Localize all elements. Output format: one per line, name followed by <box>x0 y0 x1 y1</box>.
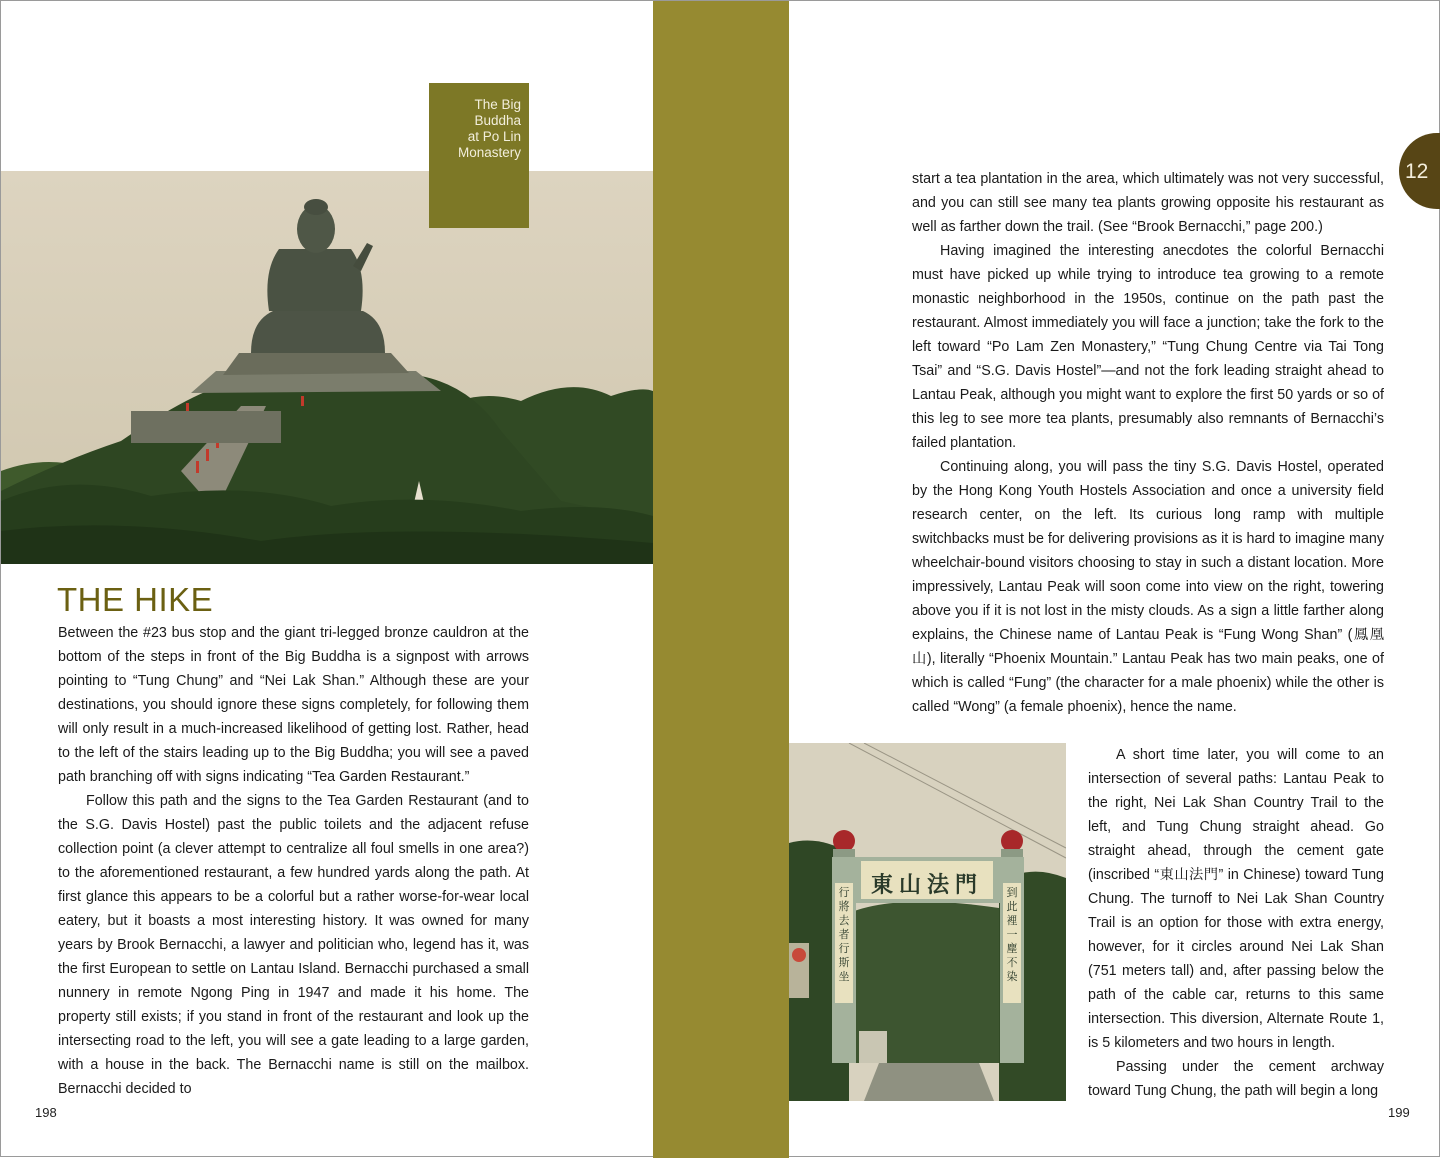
gate-sign-top: 東山法門 <box>870 873 983 898</box>
section-heading: THE HIKE <box>57 581 214 618</box>
paragraph: Between the #23 bus stop and the giant tri-legged bronze cauldron at the bottom of the steps in front of the Big Buddha is a signpost with arrows pointing to “Tung Chung” and “Nei Lak Shan.” Although these are your destinations, you should ignore these signs completely, for following them will only result in a much-increased likelihood of getting lost. Rather, head to the left of the stairs leading up to the Big Buddha; you will see a paved path branching off with signs indicating “Tea Garden Restaurant.” <box>58 625 529 785</box>
gate-sign-right: 到此裡一塵不染 <box>1006 886 1018 983</box>
center-gutter-band <box>653 1 789 1158</box>
caption-line: The Big <box>474 97 521 112</box>
photo-caption <box>429 83 529 228</box>
caption-line: at Po Lin <box>467 129 521 144</box>
page-number-right: 199 <box>1388 1105 1410 1120</box>
right-column-text <box>912 167 1384 719</box>
gate-sign-left: 行將去者行斯坐 <box>838 886 850 983</box>
paragraph: Having imagined the interesting anecdotes the colorful Bernacchi must have picked up while trying to introduce tea growing to a remote monastic neighborhood in the 1950s, continue on the path past the restaurant. Almost immediately you will face a junction; take the fork to the left toward “Po Lam Zen Monastery,” “Tung Chung Centre via Tai Tong Tsai” and “S.G. Davis Hostel”—and not the fork leading straight ahead to Lantau Peak, although you might want to explore the first 50 yards or so of this leg to see more tea plants, presumably also remnants of Bernacchi’s failed plantation. <box>912 243 1384 451</box>
chapter-tab <box>1399 133 1440 209</box>
paragraph: Continuing along, you will pass the tiny S.G. Davis Hostel, operated by the Hong Kong Youth Hostels Association and once a university field research center, on the left. Its curious long ramp with multiple switchbacks must be for delivering provisions as it is hard to imagine many wheelchair-bound visitors choosing to stay in such a distant location. More impressively, Lantau Peak will soon come into view on the right, towering above you if it is not lost in the misty clouds. As a sign a little farther along explains, the Chinese name of Lantau Peak is “Fung Wong Shan” (鳳凰山), literally “Phoenix Mountain.” Lantau Peak has two main peaks, one of which is called “Fung” (the character for a male phoenix) while the other is called “Wong” (a female phoenix), hence the name. <box>912 459 1384 715</box>
paragraph: start a tea plantation in the area, which ultimately was not very successful, and you can still see many tea plants growing opposite his restaurant as well as farther down the trail. (See “Brook Bernacchi,” page 200.) <box>912 171 1384 235</box>
big-buddha-photo <box>1 171 653 564</box>
caption-line: Buddha <box>474 113 521 128</box>
paragraph: A short time later, you will come to an intersection of several paths: Lantau Peak to the right, Nei Lak Shan Country Trail to the left, and Tung Chung straight ahead. Go straight ahead, through the cement gate (inscribed “東山法門” in Chinese) toward Tung Chung. The turnoff to Nei Lak Shan Country Trail is an option for those with extra energy, however, for it circles around Nei Lak Shan (751 meters tall) and, after passing below the path of the cable car, returns to this same intersection. This diversion, Alternate Route 1, is 5 kilometers and two hours in length. <box>1088 747 1384 1051</box>
left-column-text <box>58 621 529 1101</box>
cement-gate-photo <box>789 743 1066 1101</box>
page-number-left: 198 <box>35 1105 57 1120</box>
caption-line: Monastery <box>457 145 521 160</box>
paragraph: Passing under the cement archway toward Tung Chung, the path will begin a long <box>1088 1059 1384 1099</box>
right-column-lower-text <box>1088 743 1384 1103</box>
chapter-number: 12 <box>1405 160 1429 183</box>
paragraph: Follow this path and the signs to the Tea Garden Restaurant (and to the S.G. Davis Hostel) past the public toilets and the adjacent refuse collection point (a clever attempt to centralize all foul smells in one area?) to the aforementioned restaurant, a few hundred yards along the path. At first glance this appears to be a colorful but a rather worse-for-wear local eatery, but it boasts a most interesting history. It was owned for many years by Brook Bernacchi, a lawyer and politician who, legend has it, was the first European to settle on Lantau Island. Bernacchi purchased a small nunnery in remote Ngong Ping in 1947 and made it his home. The property still exists; if you stand in front of the restaurant and look up the intersecting road to the left, you will see a gate leading to a large garden, with a house in the back. The Bernacchi name is still on the mailbox. Bernacchi decided to <box>58 793 529 1097</box>
